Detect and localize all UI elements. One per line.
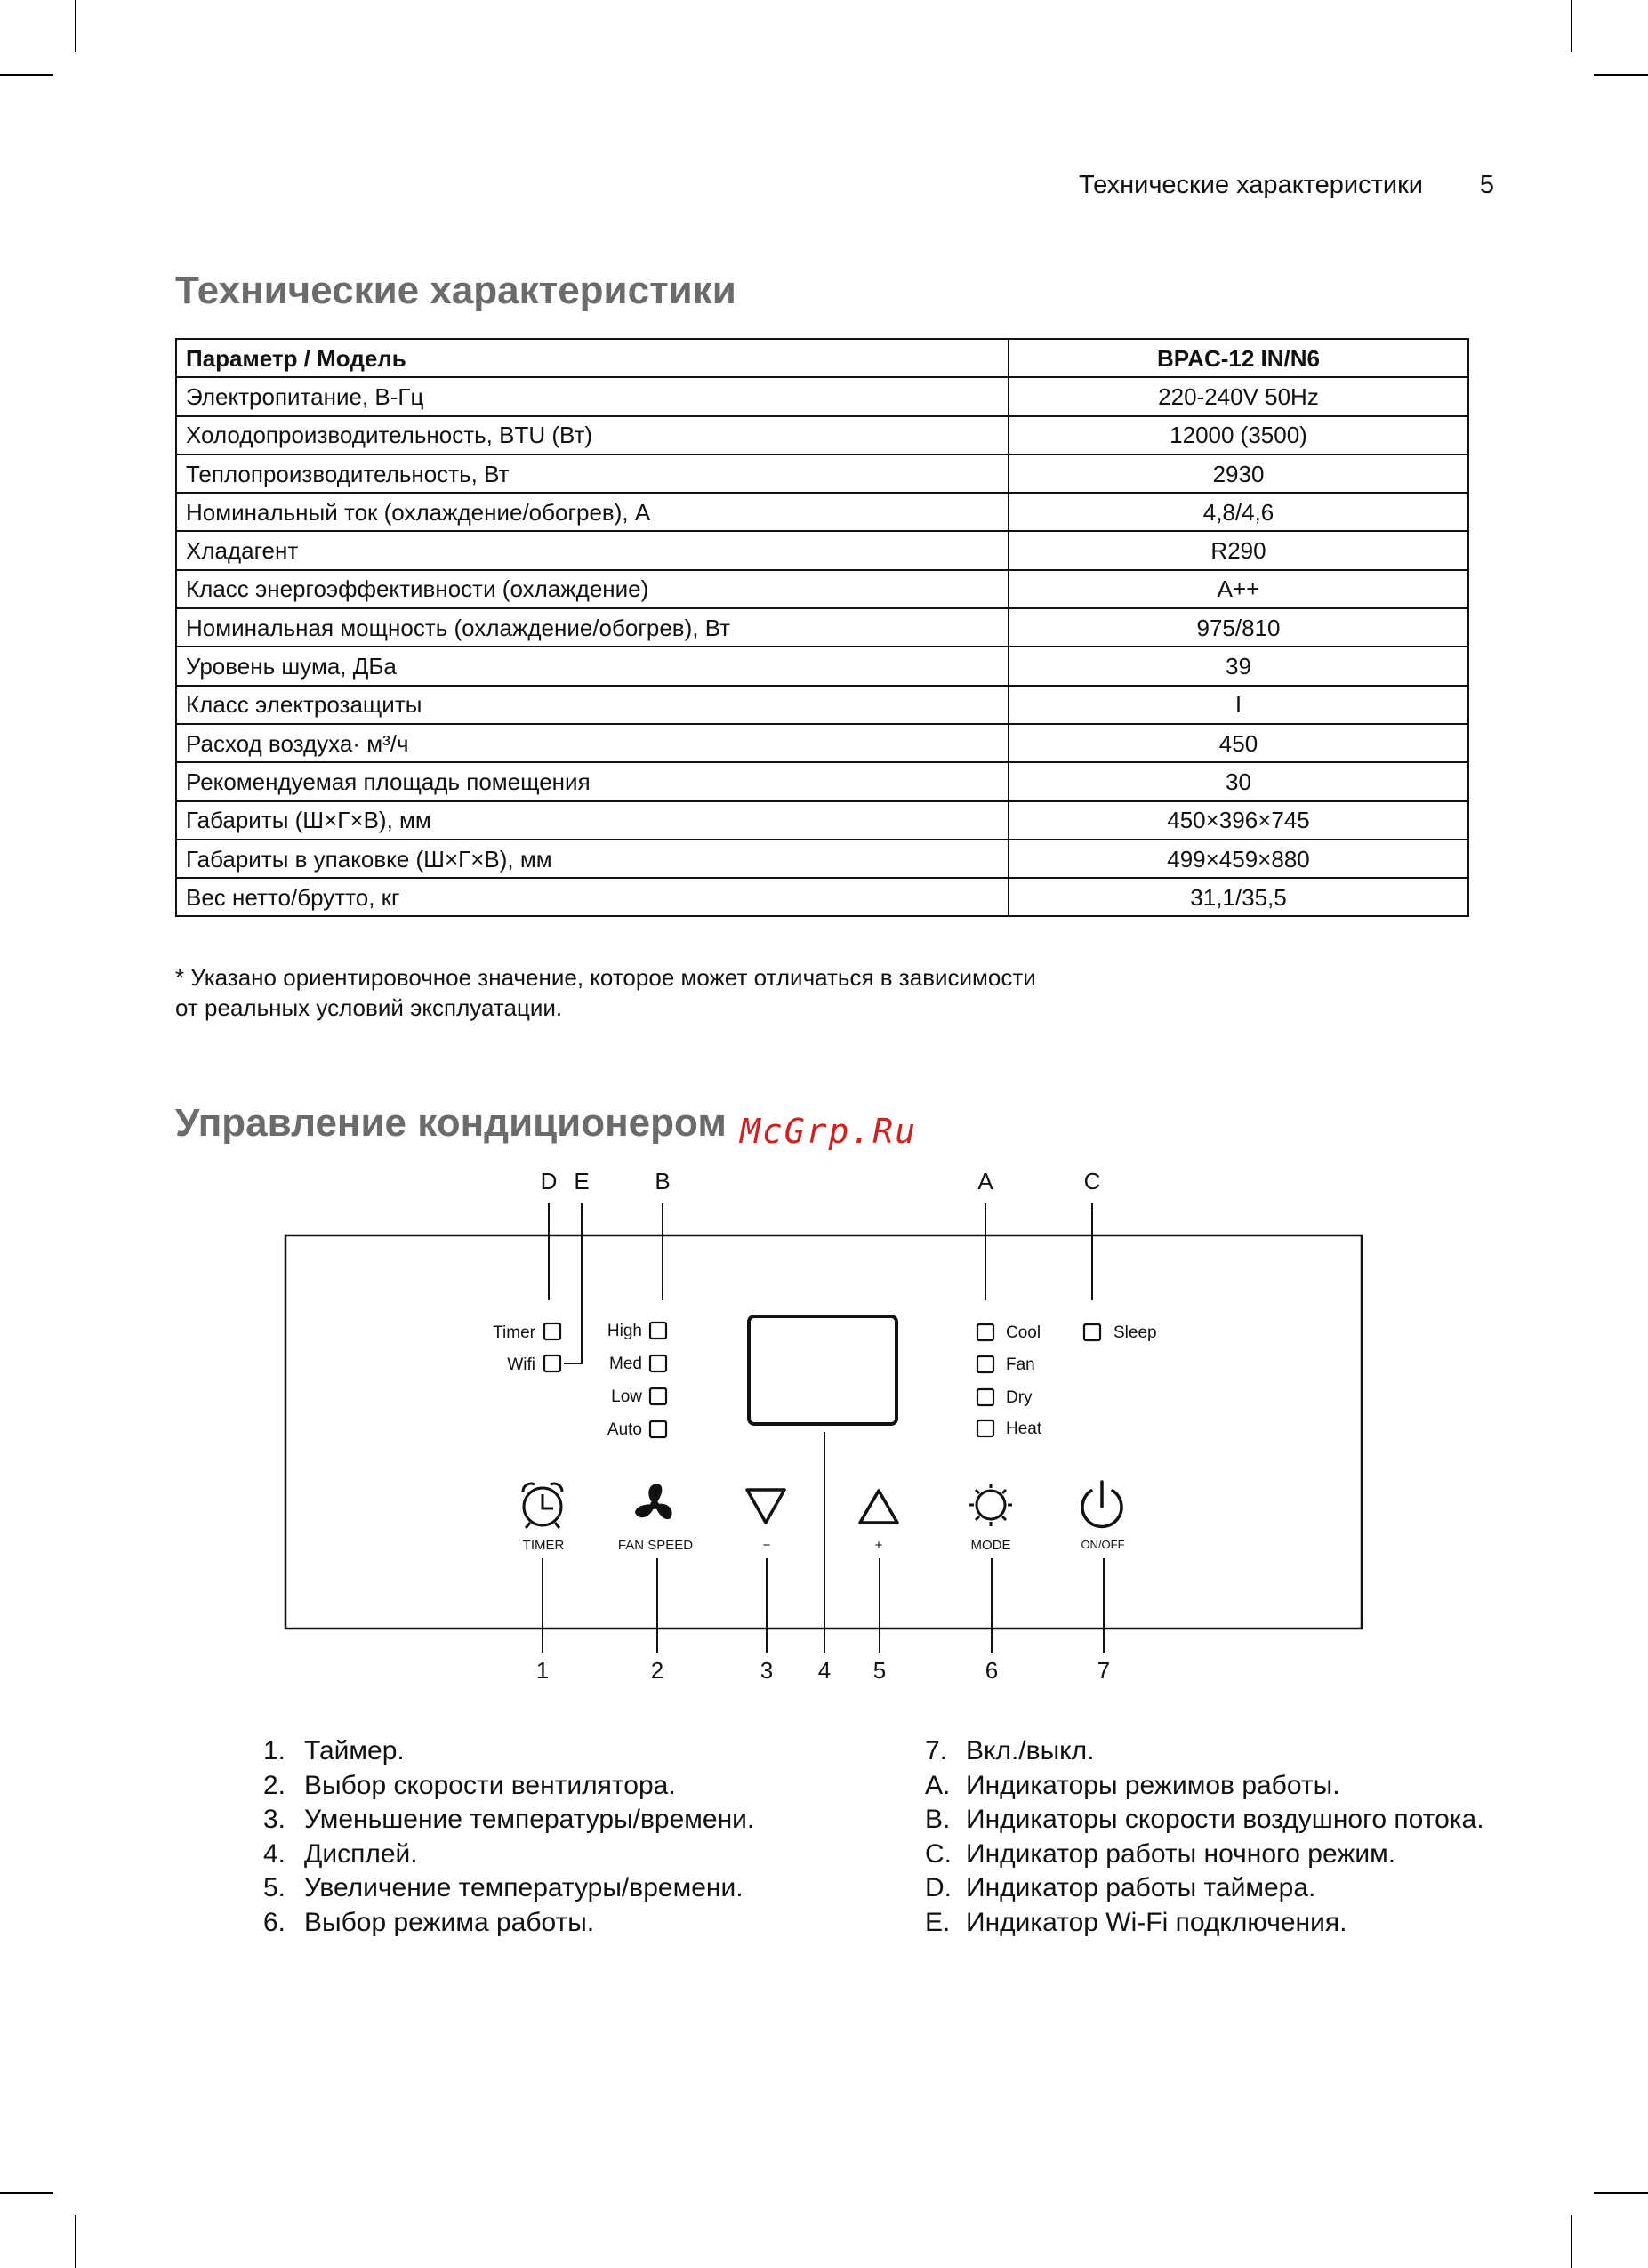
wifi-indicator bbox=[544, 1355, 560, 1371]
minus-button-label: − bbox=[762, 1538, 771, 1553]
footnote-line: от реальных условий эксплуатации. bbox=[175, 994, 563, 1021]
list-text: Таймер. bbox=[304, 1736, 405, 1765]
high-speed-indicator bbox=[650, 1323, 666, 1339]
list-item bbox=[263, 1734, 754, 1769]
indicator-label: Fan bbox=[1006, 1355, 1035, 1374]
legend-left bbox=[263, 1734, 754, 1940]
list-marker: B. bbox=[925, 1805, 951, 1834]
indicator-label: Timer bbox=[493, 1323, 535, 1342]
list-text: Индикатор работы таймера. bbox=[966, 1873, 1316, 1902]
indicator-label: High bbox=[607, 1322, 642, 1340]
value-cell: 450×396×745 bbox=[1009, 801, 1468, 840]
legend-right bbox=[925, 1734, 1484, 1940]
list-marker: 1. bbox=[263, 1736, 286, 1765]
list-marker: 2. bbox=[263, 1770, 286, 1800]
param-cell: Габариты в упаковке (Ш×Г×В), мм bbox=[176, 840, 1009, 878]
plus-button-label: + bbox=[874, 1538, 883, 1553]
list-item bbox=[925, 1838, 1484, 1872]
up-triangle-icon bbox=[860, 1491, 897, 1523]
indicator-label: Cool bbox=[1006, 1323, 1041, 1342]
list-text: Индикатор Wi-Fi подключения. bbox=[966, 1907, 1347, 1937]
list-text: Выбор режима работы. bbox=[304, 1907, 595, 1937]
value-cell: 4,8/4,6 bbox=[1009, 493, 1468, 531]
list-text: Дисплей. bbox=[304, 1838, 418, 1869]
running-title: Технические характеристики bbox=[1079, 171, 1423, 199]
list-text: Увеличение температуры/времени. bbox=[304, 1873, 744, 1902]
low-speed-indicator bbox=[650, 1388, 666, 1404]
list-item bbox=[925, 1871, 1484, 1906]
down-triangle-icon bbox=[747, 1490, 784, 1523]
sun-mode-icon bbox=[969, 1484, 1012, 1526]
callout-E: E bbox=[574, 1168, 590, 1194]
list-marker: 4. bbox=[263, 1838, 286, 1869]
indicator-label: Wifi bbox=[507, 1355, 535, 1374]
fan-speed-button-label: FAN SPEED bbox=[617, 1538, 694, 1553]
list-item bbox=[263, 1871, 754, 1906]
value-cell: 220-240V 50Hz bbox=[1009, 377, 1468, 415]
specs-title: Технические характеристики bbox=[175, 269, 736, 312]
leader-line bbox=[564, 1203, 582, 1363]
alarm-clock-icon bbox=[523, 1484, 562, 1528]
callout-6: 6 bbox=[985, 1657, 999, 1684]
display bbox=[749, 1316, 896, 1424]
cool-mode-indicator bbox=[977, 1324, 993, 1340]
list-item bbox=[925, 1769, 1484, 1804]
crop-mark bbox=[1571, 2215, 1572, 2268]
list-marker: E. bbox=[925, 1907, 951, 1937]
list-marker: A. bbox=[925, 1770, 951, 1800]
indicator-label: Dry bbox=[1006, 1388, 1033, 1407]
value-cell: I bbox=[1009, 686, 1468, 724]
indicator-label: Heat bbox=[1006, 1420, 1042, 1438]
list-item bbox=[263, 1838, 754, 1872]
list-text: Индикатор работы ночного режим. bbox=[966, 1838, 1396, 1869]
param-cell: Хладагент bbox=[176, 531, 1009, 569]
list-text: Уменьшение температуры/времени. bbox=[304, 1805, 755, 1834]
value-cell: 31,1/35,5 bbox=[1009, 878, 1468, 916]
indicator-label: Low bbox=[611, 1387, 642, 1406]
page-number: 5 bbox=[1479, 171, 1494, 199]
list-marker: 3. bbox=[263, 1805, 286, 1834]
value-cell: 975/810 bbox=[1009, 608, 1468, 647]
param-cell: Уровень шума, ДБа bbox=[176, 647, 1009, 685]
callout-D: D bbox=[540, 1168, 558, 1194]
header-model: BPAC-12 IN/N6 bbox=[1009, 339, 1468, 377]
list-marker: 6. bbox=[263, 1907, 286, 1937]
crop-mark bbox=[0, 2192, 53, 2194]
param-cell: Класс энергоэффективности (охлаждение) bbox=[176, 570, 1009, 608]
list-text: Индикаторы режимов работы. bbox=[966, 1770, 1340, 1800]
param-cell: Электропитание, В-Гц bbox=[176, 377, 1009, 415]
callout-1: 1 bbox=[535, 1657, 550, 1684]
list-item bbox=[263, 1769, 754, 1804]
param-cell: Номинальный ток (охлаждение/обогрев), А bbox=[176, 493, 1009, 531]
crop-mark bbox=[75, 2215, 76, 2268]
callout-5: 5 bbox=[872, 1657, 887, 1684]
callout-3: 3 bbox=[760, 1657, 774, 1684]
list-item bbox=[263, 1906, 754, 1941]
dry-mode-indicator bbox=[977, 1389, 993, 1405]
callout-A: A bbox=[977, 1168, 993, 1194]
list-marker: D. bbox=[925, 1873, 952, 1902]
value-cell: 450 bbox=[1009, 724, 1468, 762]
list-item bbox=[925, 1906, 1484, 1941]
value-cell: R290 bbox=[1009, 531, 1468, 569]
value-cell: 30 bbox=[1009, 762, 1468, 800]
indicator-label: Auto bbox=[607, 1420, 642, 1439]
timer-button-label: TIMER bbox=[522, 1538, 565, 1553]
value-cell: 499×459×880 bbox=[1009, 840, 1468, 878]
auto-speed-indicator bbox=[650, 1421, 666, 1437]
param-cell: Класс электрозащиты bbox=[176, 686, 1009, 724]
indicator-label: Sleep bbox=[1113, 1323, 1157, 1342]
list-marker: C. bbox=[925, 1838, 952, 1869]
value-cell: 2930 bbox=[1009, 454, 1468, 493]
param-cell: Теплопроизводительность, Вт bbox=[176, 454, 1009, 493]
callout-B: B bbox=[655, 1168, 671, 1194]
timer-indicator bbox=[544, 1323, 560, 1339]
value-cell: 39 bbox=[1009, 647, 1468, 685]
param-cell: Вес нетто/брутто, кг bbox=[176, 878, 1009, 916]
callout-C: C bbox=[1083, 1168, 1101, 1194]
param-cell: Номинальная мощность (охлаждение/обогрев), Вт bbox=[176, 608, 1009, 647]
power-icon bbox=[1082, 1482, 1121, 1526]
list-text: Выбор скорости вентилятора. bbox=[304, 1770, 676, 1800]
list-item bbox=[263, 1803, 754, 1838]
indicator-label: Med bbox=[609, 1355, 642, 1373]
list-item bbox=[925, 1734, 1484, 1769]
list-marker: 5. bbox=[263, 1873, 286, 1902]
param-cell: Рекомендуемая площадь помещения bbox=[176, 762, 1009, 800]
fan-icon bbox=[635, 1484, 672, 1519]
onoff-button-label: ON/OFF bbox=[1081, 1538, 1125, 1551]
header-param: Параметр / Модель bbox=[176, 339, 1009, 377]
list-marker: 7. bbox=[925, 1736, 948, 1765]
list-text: Вкл./выкл. bbox=[966, 1736, 1095, 1765]
value-cell: A++ bbox=[1009, 570, 1468, 608]
watermark: McGrp.Ru bbox=[740, 1112, 918, 1151]
mode-button-label: MODE bbox=[970, 1538, 1011, 1553]
list-text: Индикаторы скорости воздушного потока. bbox=[966, 1805, 1484, 1834]
param-cell: Холодопроизводительность, BTU (Вт) bbox=[176, 416, 1009, 454]
callout-4: 4 bbox=[817, 1657, 832, 1684]
control-title: Управление кондиционером bbox=[175, 1101, 727, 1145]
footnote-line: * Указано ориентировочное значение, которое может отличаться в зависимости bbox=[175, 964, 1036, 991]
sleep-indicator bbox=[1084, 1324, 1100, 1340]
fan-mode-indicator bbox=[977, 1356, 993, 1372]
callout-7: 7 bbox=[1097, 1657, 1111, 1684]
med-speed-indicator bbox=[650, 1355, 666, 1371]
callout-2: 2 bbox=[650, 1657, 664, 1684]
param-cell: Габариты (Ш×Г×В), мм bbox=[176, 801, 1009, 840]
list-item bbox=[925, 1803, 1484, 1838]
value-cell: 12000 (3500) bbox=[1009, 416, 1468, 454]
param-cell: Расход воздуха· м³/ч bbox=[176, 724, 1009, 762]
heat-mode-indicator bbox=[977, 1420, 993, 1436]
crop-mark bbox=[1594, 2192, 1648, 2194]
